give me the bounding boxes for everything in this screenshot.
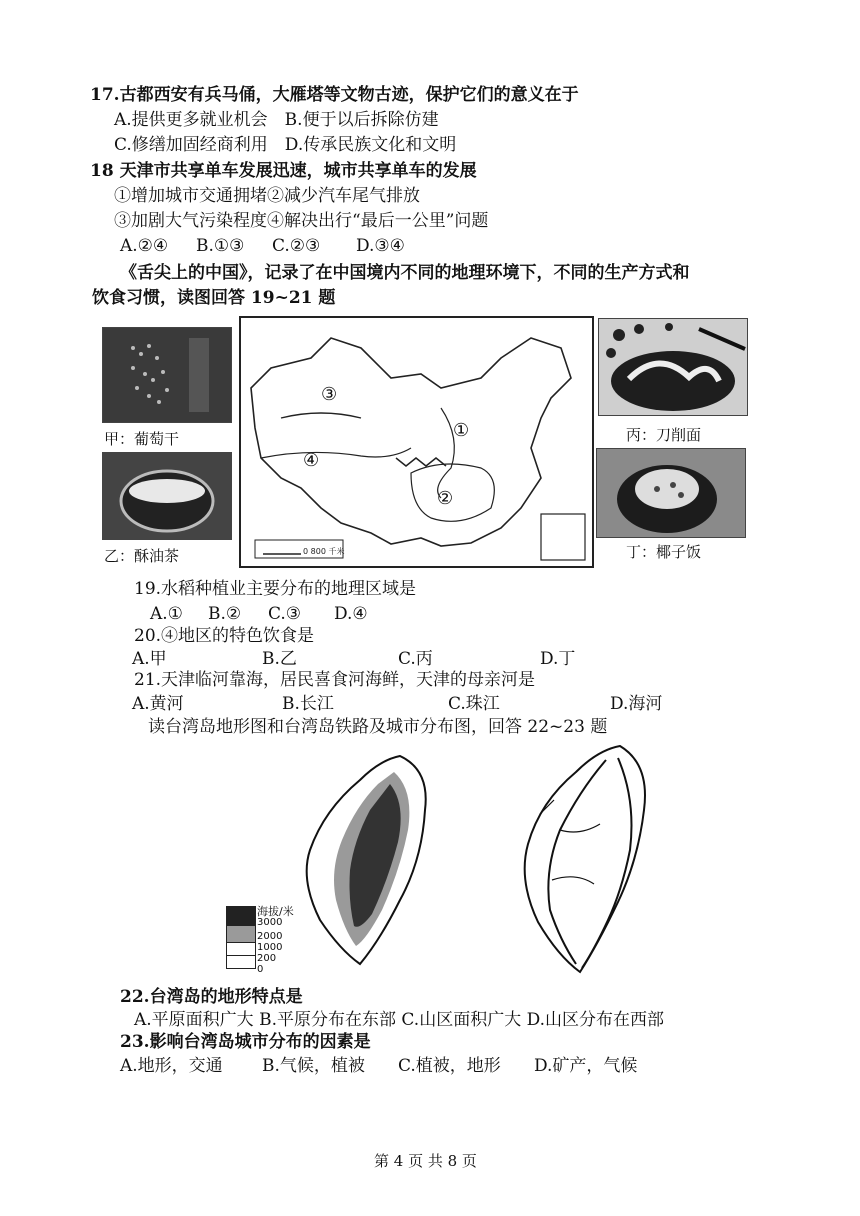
q21-option-d: D.海河 — [610, 694, 663, 714]
q20-option-b: B.乙 — [262, 649, 297, 669]
q23-stem: 23.影响台湾岛城市分布的因素是 — [120, 1032, 371, 1052]
taiwan-terrain-map — [290, 750, 460, 970]
q21-option-c: C.珠江 — [448, 694, 500, 714]
intro-22: 读台湾岛地形图和台湾岛铁路及城市分布图，回答 22~23 题 — [148, 717, 608, 737]
q22-options: A.平原面积广大 B.平原分布在东部 C.山区面积广大 D.山区分布在西部 — [134, 1010, 665, 1030]
q23-option-a: A.地形，交通 — [120, 1056, 223, 1076]
q22-stem: 22.台湾岛的地形特点是 — [120, 987, 303, 1007]
legend-level-2000: 2000 — [257, 931, 283, 942]
intro-19-line2: 饮食习惯，读图回答 19~21 题 — [92, 288, 336, 308]
region-1-label: ① — [453, 420, 470, 441]
raisin-photo — [102, 327, 232, 423]
legend-level-3000: 3000 — [257, 917, 283, 928]
q18-statements-12: ①增加城市交通拥堵②减少汽车尾气排放 — [114, 186, 420, 206]
q21-stem: 21.天津临河靠海，居民喜食河海鲜，天津的母亲河是 — [134, 670, 536, 690]
region-2-label: ② — [437, 488, 454, 509]
q19-stem: 19.水稻种植业主要分布的地理区域是 — [134, 579, 417, 599]
elevation-legend-bar — [226, 906, 256, 968]
q18-option-c: C.②③ — [272, 236, 321, 256]
legend-title: 海拔/米 — [257, 905, 294, 918]
elevation-legend — [257, 906, 294, 975]
region-4-label: ④ — [303, 450, 320, 471]
intro-19-line1: 《舌尖上的中国》，记录了在中国境内不同的地理环境下，不同的生产方式和 — [120, 263, 690, 283]
q23-option-b: B.气候，植被 — [262, 1056, 365, 1076]
q20-stem: 20.④地区的特色饮食是 — [134, 626, 315, 646]
q20-option-d: D.丁 — [540, 649, 576, 669]
q18-stem: 18 天津市共享单车发展迅速，城市共享单车的发展 — [90, 161, 477, 181]
butter-tea-photo — [102, 452, 232, 540]
knife-noodles-photo — [598, 318, 748, 416]
q20-option-a: A.甲 — [132, 649, 167, 669]
q23-option-d: D.矿产，气候 — [534, 1056, 638, 1076]
map-scale: 0 800 千米 — [303, 547, 345, 556]
legend-level-0: 0 — [257, 964, 264, 975]
legend-level-1000: 1000 — [257, 942, 283, 953]
caption-ding: 丁：椰子饭 — [626, 543, 702, 561]
q18-option-a: A.②④ — [120, 236, 169, 256]
q19-option-b: B.② — [208, 604, 242, 624]
q19-option-d: D.④ — [334, 604, 368, 624]
region-3-label: ③ — [321, 384, 338, 405]
china-map — [239, 316, 594, 568]
caption-bing: 丙：刀削面 — [626, 426, 702, 444]
q19-option-c: C.③ — [268, 604, 302, 624]
q20-option-c: C.丙 — [398, 649, 433, 669]
q18-statements-34: ③加剧大气污染程度④解决出行“最后一公里”问题 — [114, 211, 489, 231]
caption-yi: 乙：酥油茶 — [104, 547, 180, 565]
legend-level-200: 200 — [257, 953, 277, 964]
q21-option-b: B.长江 — [282, 694, 334, 714]
taiwan-railway-map — [510, 740, 670, 980]
coconut-rice-photo — [596, 448, 746, 538]
q19-option-a: A.① — [150, 604, 183, 624]
q18-option-d: D.③④ — [356, 236, 405, 256]
q17-stem: 17.古都西安有兵马俑，大雁塔等文物古迹，保护它们的意义在于 — [90, 85, 579, 105]
q17-options-ab: A.提供更多就业机会 B.便于以后拆除仿建 — [114, 110, 439, 130]
caption-jia: 甲：葡萄干 — [104, 430, 180, 448]
q21-option-a: A.黄河 — [132, 694, 184, 714]
q18-option-b: B.①③ — [196, 236, 245, 256]
page-footer: 第 4 页 共 8 页 — [374, 1152, 477, 1170]
q23-option-c: C.植被，地形 — [398, 1056, 501, 1076]
q17-options-cd: C.修缮加固经商利用 D.传承民族文化和文明 — [114, 135, 457, 155]
